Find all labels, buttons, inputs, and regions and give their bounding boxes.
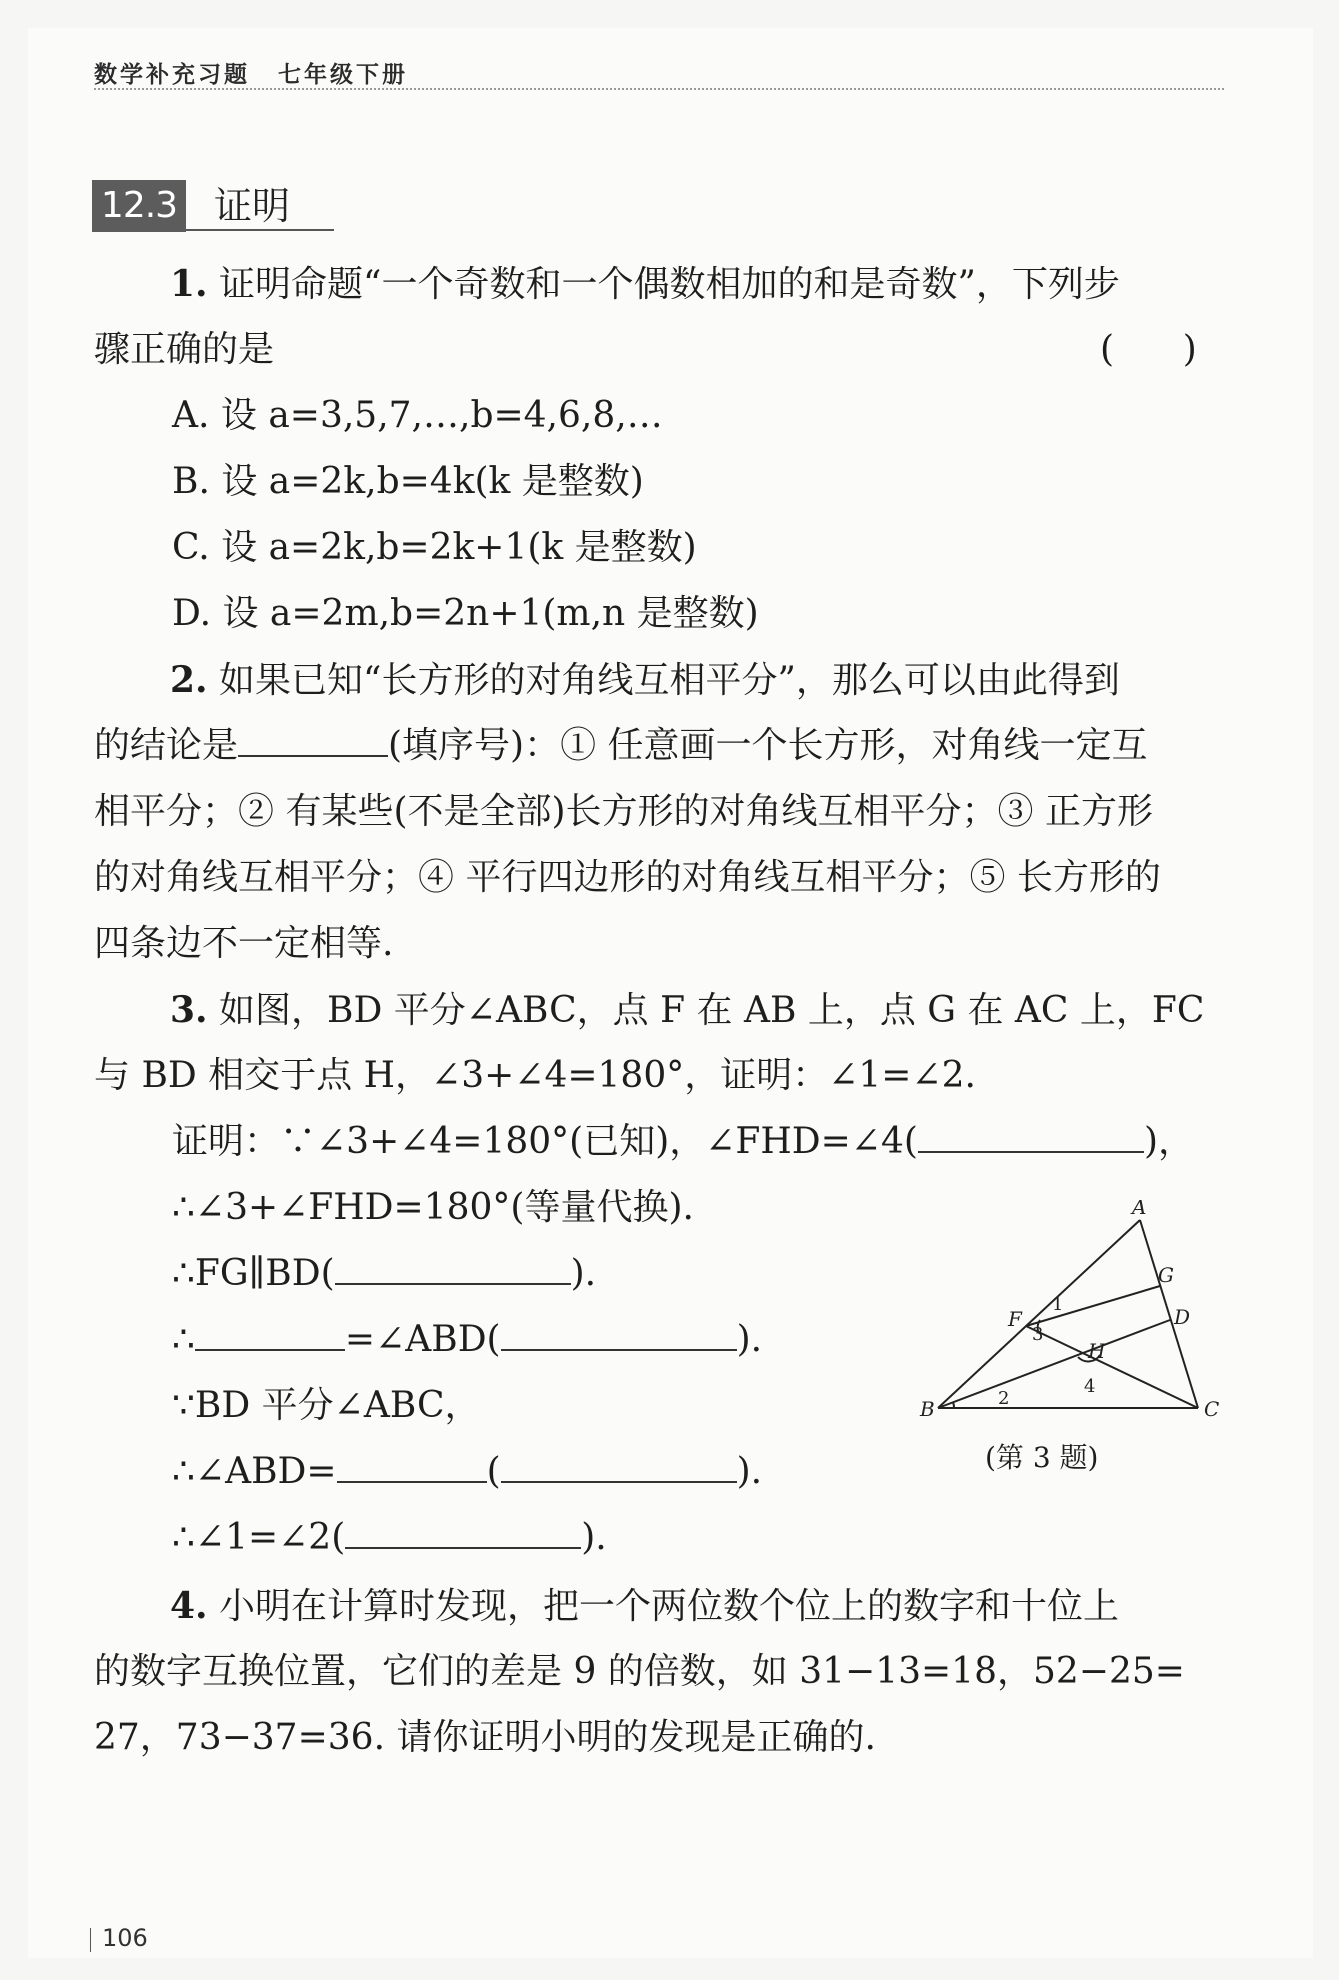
label-c: C [1204, 1397, 1220, 1421]
q3-proof-1 [172, 1120, 1194, 1164]
q3-proof-5: ∵BD 平分∠ABC， [172, 1385, 481, 1426]
section-number: 12.3 [92, 180, 186, 232]
q3-proof-1b: )， [1143, 1121, 1194, 1162]
q1-option-b: B. 设 a=2k,b=4k(k 是整数) [172, 461, 644, 502]
q2-stem-2a: 的结论是 [94, 725, 239, 766]
section-title: 证明 [214, 184, 291, 228]
section-underline [186, 229, 334, 231]
q1-option-c: C. 设 a=2k,b=2k+1(k 是整数) [172, 527, 697, 568]
q1-option-d: D. 设 a=2m,b=2n+1(m,n 是整数) [172, 593, 759, 634]
q1-line-2: 骤正确的是 [94, 329, 275, 370]
q1-answer-paren: ( ) [1100, 329, 1197, 370]
q3-stem-1: 如图，BD 平分∠ABC，点 F 在 AB 上，点 G 在 AC 上，FC [219, 990, 1205, 1031]
q3-blank-2[interactable] [335, 1253, 571, 1285]
label-angle-1: 1 [1052, 1294, 1064, 1315]
q2-line-1 [170, 658, 1120, 703]
q3-number: 3. [170, 989, 208, 1031]
q3-line-2: 与 BD 相交于点 H，∠3+∠4=180°，证明：∠1=∠2. [94, 1055, 976, 1096]
q4-number: 4. [170, 1585, 208, 1627]
q3-blank-5[interactable] [337, 1451, 487, 1483]
q3-proof-3b: ). [570, 1253, 597, 1294]
q4-line-3: 27，73−37=36. 请你证明小明的发现是正确的. [94, 1717, 876, 1758]
segment-bd [938, 1320, 1170, 1408]
segment-ab [938, 1220, 1140, 1408]
triangle-diagram [918, 1200, 1238, 1430]
q3-proof-6c: ). [736, 1451, 763, 1492]
q3-proof-4b: =∠ABD( [344, 1319, 501, 1360]
q3-proof-4 [172, 1318, 762, 1362]
label-angle-2: 2 [998, 1388, 1010, 1409]
page-number-bar [90, 1928, 91, 1952]
label-d: D [1174, 1305, 1191, 1329]
angle-2-arc [953, 1402, 954, 1408]
label-h: H [1088, 1339, 1106, 1363]
q1-option-a: A. 设 a=3,5,7,…,b=4,6,8,… [172, 395, 663, 436]
book-title: 数学补充习题 [94, 62, 250, 88]
q3-proof-7a: ∴∠1=∠2( [172, 1517, 346, 1558]
q3-proof-4a: ∴ [172, 1319, 195, 1360]
q3-proof-3a: ∴FG∥BD( [172, 1253, 335, 1294]
q4-line-1 [170, 1584, 1119, 1629]
q2-line-3: 相平分；② 有某些(不是全部)长方形的对角线互相平分；③ 正方形 [94, 791, 1153, 832]
segment-fc [1026, 1326, 1198, 1408]
label-b: B [920, 1397, 935, 1421]
q2-answer-blank[interactable] [238, 725, 388, 757]
q3-proof-4c: ). [736, 1319, 763, 1360]
q3-blank-4[interactable] [501, 1319, 737, 1351]
q2-line-2 [94, 724, 1148, 768]
label-g: G [1158, 1263, 1174, 1287]
label-a: A [1132, 1200, 1147, 1219]
q3-line-1 [170, 988, 1204, 1033]
q3-proof-1a: 证明：∵∠3+∠4=180°(已知)，∠FHD=∠4( [172, 1121, 918, 1162]
q3-blank-1[interactable] [918, 1121, 1144, 1153]
q3-proof-2: ∴∠3+∠FHD=180°(等量代换). [172, 1187, 694, 1228]
q3-blank-7[interactable] [345, 1517, 581, 1549]
q3-proof-3 [172, 1252, 596, 1296]
grade-label: 七年级下册 [278, 62, 408, 88]
q3-blank-3[interactable] [195, 1319, 345, 1351]
q3-proof-6 [172, 1450, 762, 1494]
page-number: 106 [102, 1924, 148, 1952]
q4-line-2: 的数字互换位置，它们的差是 9 的倍数，如 31−13=18，52−25= [94, 1651, 1185, 1692]
label-f: F [1008, 1307, 1022, 1331]
q3-proof-6b: ( [486, 1451, 501, 1492]
q3-proof-7b: ). [581, 1517, 607, 1558]
q3-triangle-figure [918, 1200, 1238, 1430]
q1-line-1 [170, 262, 1120, 307]
label-angle-3: 3 [1032, 1324, 1044, 1345]
q3-proof-6a: ∴∠ABD= [172, 1451, 337, 1492]
figure-caption: (第 3 题) [985, 1441, 1099, 1474]
q2-stem-2b: (填序号)：① 任意画一个长方形，对角线一定互 [388, 725, 1148, 766]
q2-line-4: 的对角线互相平分；④ 平行四边形的对角线互相平分；⑤ 长方形的 [94, 857, 1161, 898]
q3-proof-7 [172, 1516, 607, 1560]
q4-stem-1: 小明在计算时发现，把一个两位数个位上的数字和十位上 [219, 1586, 1120, 1627]
q2-number: 2. [170, 659, 208, 701]
q1-stem-1: 证明命题“一个奇数和一个偶数相加的和是奇数”，下列步 [219, 264, 1120, 305]
q2-line-5: 四条边不一定相等. [94, 923, 394, 964]
q1-number: 1. [170, 263, 208, 305]
label-angle-4: 4 [1084, 1376, 1096, 1397]
q2-stem-1: 如果已知“长方形的对角线互相平分”，那么可以由此得到 [219, 660, 1120, 701]
q3-blank-6[interactable] [501, 1451, 737, 1483]
segment-fg [1026, 1286, 1160, 1326]
header-divider [94, 88, 1224, 90]
running-head [94, 56, 408, 89]
